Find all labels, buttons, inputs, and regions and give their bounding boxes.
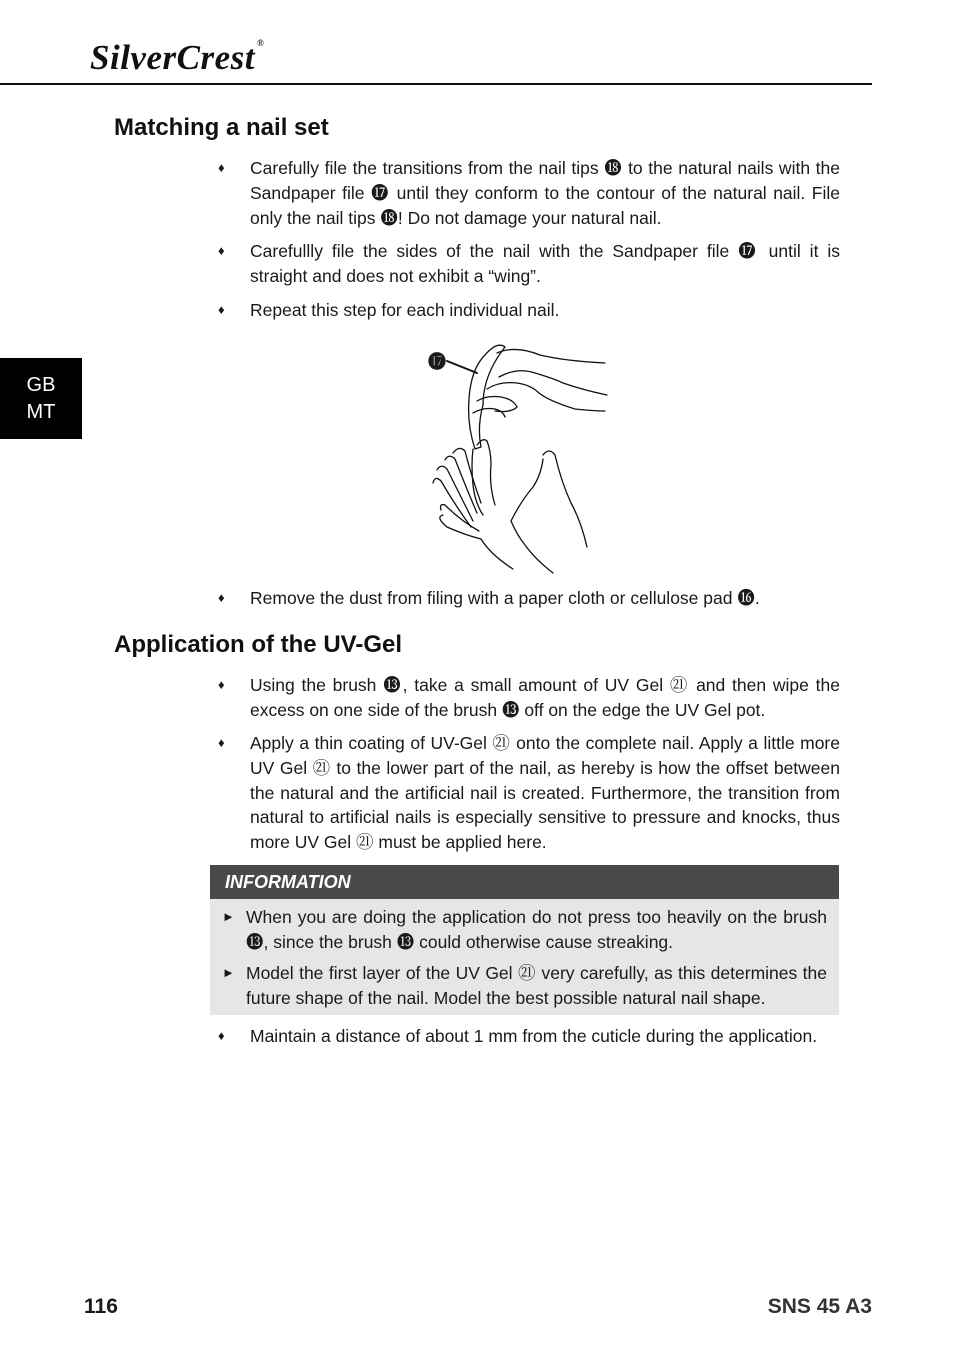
info-item: ► When you are doing the application do not press too heavily on the brush ⓭, since the brush ⓭ could otherwise cause streaking.	[222, 907, 827, 952]
arrow-right-icon: ►	[222, 909, 235, 924]
bullet-item: ♦ Using the brush ⓭, take a small amount of UV Gel ㉑ and then wipe the excess on one side of the brush ⓭ off on the edge the UV Gel pot.	[218, 675, 840, 720]
bullet-item: ♦ Repeat this step for each individual nail.	[218, 298, 840, 323]
bullet-item: ♦ Remove the dust from filing with a paper cloth or cellulose pad ⓰.	[218, 586, 840, 611]
arrow-right-icon: ►	[222, 965, 235, 980]
bullet-item: ♦ Apply a thin coating of UV-Gel ㉑ onto the complete nail. Apply a little more UV Gel ㉑ to the lower part of the nail, as hereby is how the offset between the natural and the artificial nail is created. Furthermore, the transition from natural to artificial nails is especially sensitive to pressure and knocks, thus more UV Gel ㉑ must be applied here.	[218, 733, 840, 853]
bullet-item: ♦ Carefully file the transitions from the nail tips ⓲ to the natural nails with the Sandpaper file ⓱ until they conform to the contour of the natural nail. File only the nail tips ⓲! Do not damage your natural nail.	[218, 158, 840, 228]
language-code-gb: GB	[26, 373, 56, 396]
nail-filing-illustration	[425, 335, 615, 580]
bullet-item: ♦ Carefullly file the sides of the nail with the Sandpaper file ⓱ until it is straight and does not exhibit a “wing”.	[218, 241, 840, 286]
bullet-diamond-icon: ♦	[218, 243, 225, 258]
section-title-uv-gel: Application of the UV-Gel	[114, 631, 403, 658]
bullet-diamond-icon: ♦	[218, 160, 225, 175]
model-number: SNS 45 A3	[767, 1295, 872, 1318]
information-heading: INFORMATION	[210, 865, 839, 899]
bullet-diamond-icon: ♦	[218, 590, 225, 605]
section-title-matching: Matching a nail set	[114, 114, 329, 141]
bullet-diamond-icon: ♦	[218, 1028, 225, 1043]
page-number: 116	[84, 1295, 118, 1318]
language-code-mt: MT	[26, 400, 56, 423]
brand-logo: SilverCrest ®	[90, 38, 265, 77]
bullet-diamond-icon: ♦	[218, 302, 225, 317]
bullet-diamond-icon: ♦	[218, 735, 225, 750]
info-item: ► Model the first layer of the UV Gel ㉑ very carefully, as this determines the future shape of the nail. Model the best possible natural nail shape.	[222, 963, 827, 1008]
header-rule	[0, 83, 872, 85]
figure-label-17: ⓱	[428, 352, 446, 372]
information-box	[210, 865, 839, 1015]
bullet-item: ♦ Maintain a distance of about 1 mm from the cuticle during the application.	[218, 1024, 840, 1049]
bullet-diamond-icon: ♦	[218, 677, 225, 692]
language-tab	[0, 358, 82, 439]
